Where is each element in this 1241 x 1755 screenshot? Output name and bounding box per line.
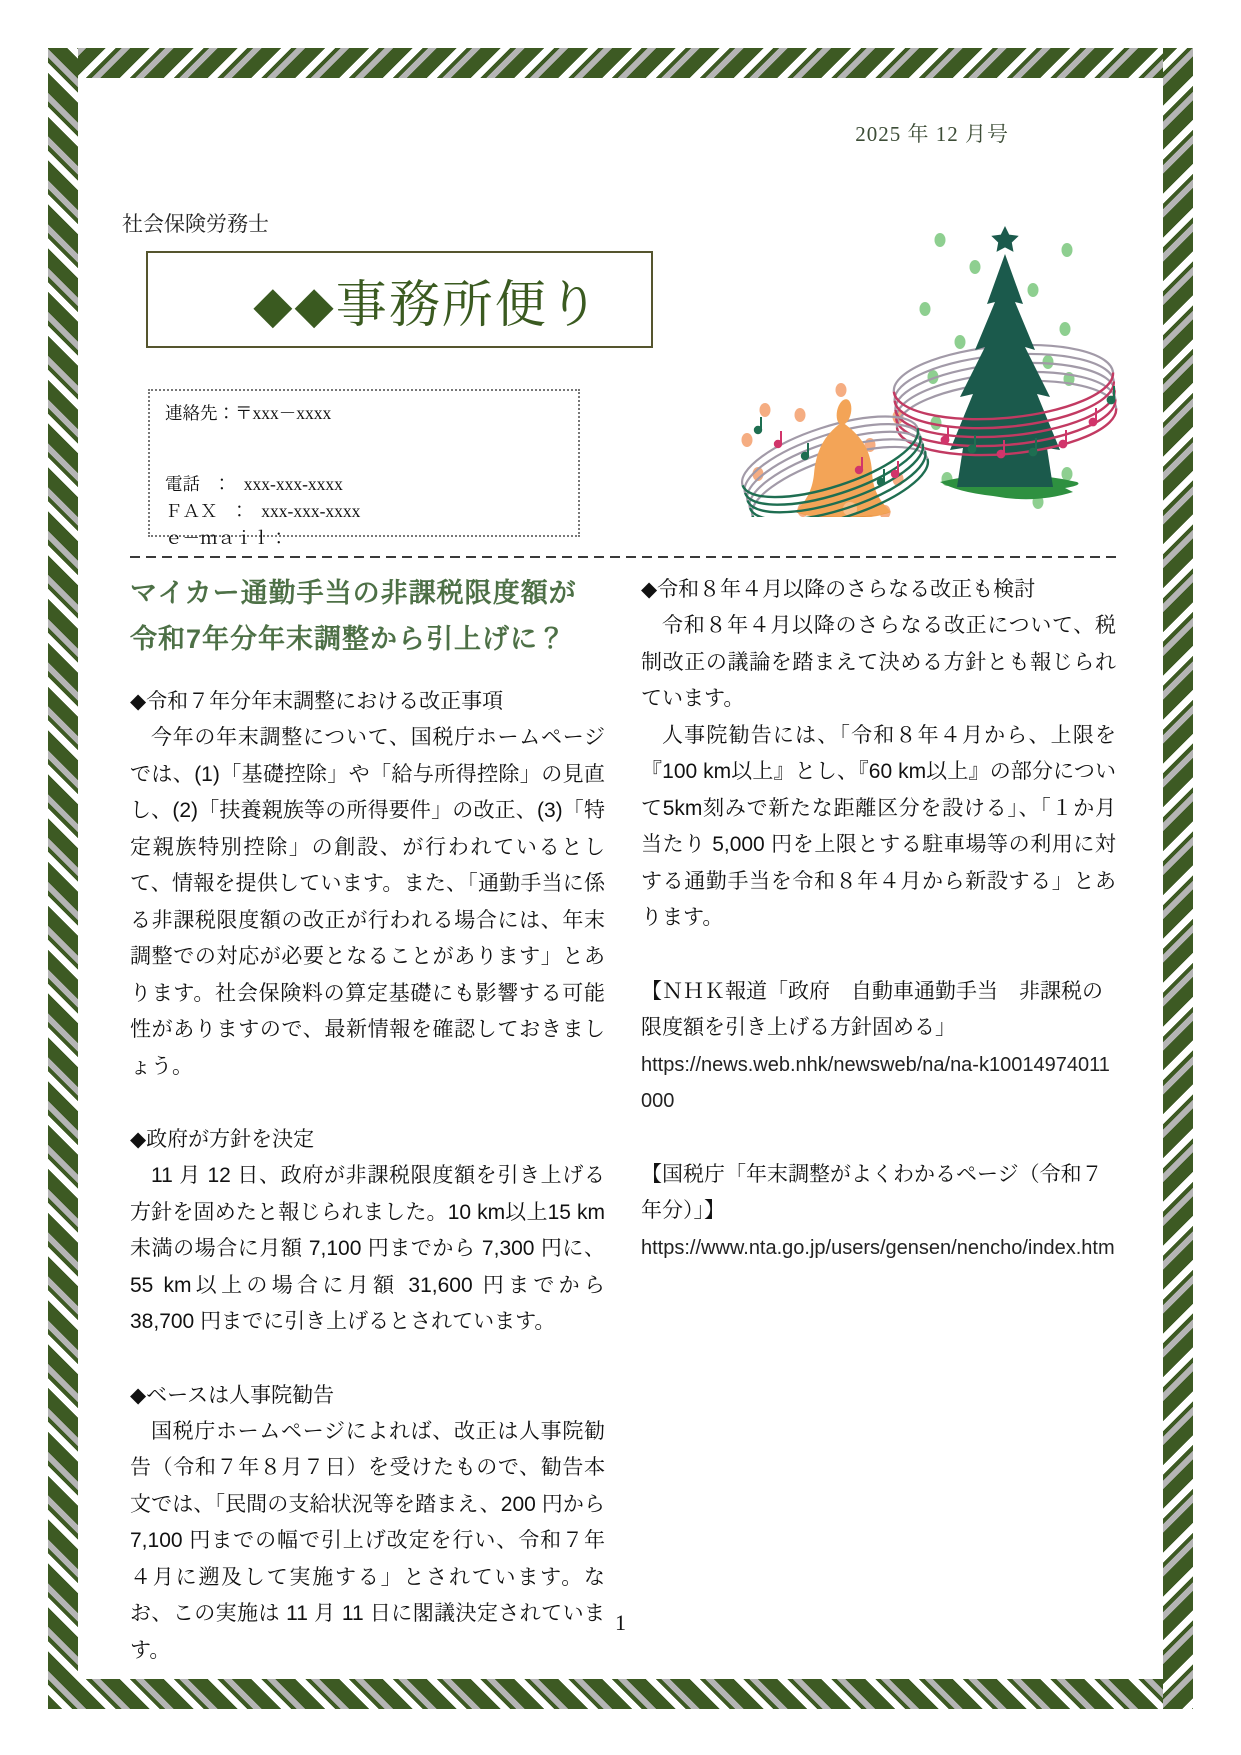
contact-fax: ＦＡＸ ： xxx-xxx-xxxx xyxy=(165,501,361,521)
frame-border-right xyxy=(1163,48,1193,1709)
contact-box xyxy=(148,389,580,548)
newsletter-title: ◆◆事務所便り xyxy=(253,277,601,334)
contact-email: ｅ－ｍａｉｌ： xyxy=(165,528,288,548)
section-heading: ◆政府が方針を決定 xyxy=(130,1128,315,1151)
tree-star xyxy=(991,226,1018,252)
reference-url: https://www.nta.go.jp/users/gensen/nencho/index.htm xyxy=(641,1236,1115,1259)
section-paragraph: 人事院勧告には、「令和８年４月から、上限を『100 km以上』とし、『60 km以上』の部分について5km刻みで新たな距離区分を設ける」、「１か月当たり 5,000 円を上限とする駐車場等の利用に対する通勤手当を令和８年４月から新設する」とあります。 xyxy=(641,723,1116,929)
right-column xyxy=(641,570,1116,1669)
profession-label: 社会保険労務士 xyxy=(122,213,269,236)
section-paragraph: 11 月 12 日、政府が非課税限度額を引き上げる方針を固めたと報じられました。10 km以上15 km未満の場合に月額 7,100 円までから 7,300 円に、55 km以上の場合に月額 31,600 円までから 38,700 円までに引き上げるとされています。 xyxy=(130,1164,605,1333)
newsletter-title-box xyxy=(146,251,653,348)
contact-address: 連絡先：〒xxx－xxxx xyxy=(165,403,332,423)
section-paragraph: 今年の年末調整について、国税庁ホームページでは、(1)「基礎控除」や「給与所得控除」の見直し、(2)「扶養親族等の所得要件」の改正、(3)「特定親族特別控除」の創設、が行われているとして、情報を提供しています。また、「通勤手当に係る非課税限度額の改正が行われる場合には、年末調整での対応が必要となることがあります」とあります。社会保険料の算定基礎にも影響する可能性がありますので、最新情報を確認しておきましょう。 xyxy=(130,726,605,1078)
frame-border-bottom xyxy=(48,1679,1193,1709)
section-heading: ◆令和８年４月以降のさらなる改正も検討 xyxy=(641,578,1036,601)
article-body xyxy=(130,570,1117,1669)
section-heading: ◆ベースは人事院勧告 xyxy=(130,1383,335,1407)
issue-date: 2025 年 12 月号 xyxy=(855,122,1009,146)
section-paragraph: 国税庁ホームページによれば、改正は人事院勧告（令和７年８月７日）を受けたもので、勧告本文では、「民間の支給状況等を踏まえ、200 円から 7,100 円までの幅で引上げ改定を行い、令和７年４月に遡及して実施する」とされています。なお、この実施は 11 月 11 日に閣議決定されています。 xyxy=(130,1419,605,1662)
dashed-divider xyxy=(130,556,1117,558)
article-headline xyxy=(130,570,605,662)
headline-line-1: マイカー通勤手当の非課税限度額が xyxy=(130,578,577,608)
page-number: 1 xyxy=(615,1610,626,1635)
frame-border-top xyxy=(48,48,1193,78)
section-heading: ◆令和７年分年末調整における改正事項 xyxy=(130,690,504,713)
reference-title: 【ＮＨＫ報道「政府 自動車通勤手当 非課税の限度額を引き上げる方針固める」 xyxy=(641,979,1103,1039)
reference-url: https://news.web.nhk/newsweb/na/na-k10014974011000 xyxy=(641,1053,1110,1112)
reference-title: 【国税庁「年末調整がよくわかるページ（令和７年分）」】 xyxy=(641,1162,1103,1222)
frame-border-left xyxy=(48,48,78,1709)
section-paragraph: 令和８年４月以降のさらなる改正について、税制改正の議論を踏まえて決める方針とも報じられています。 xyxy=(641,614,1116,710)
left-column xyxy=(130,570,605,1669)
headline-line-2: 令和7年分年末調整から引上げに？ xyxy=(130,624,567,654)
contact-phone: 電話 ： xxx-xxx-xxxx xyxy=(165,474,343,494)
christmas-tree-and-bell-illustration xyxy=(645,182,1135,517)
